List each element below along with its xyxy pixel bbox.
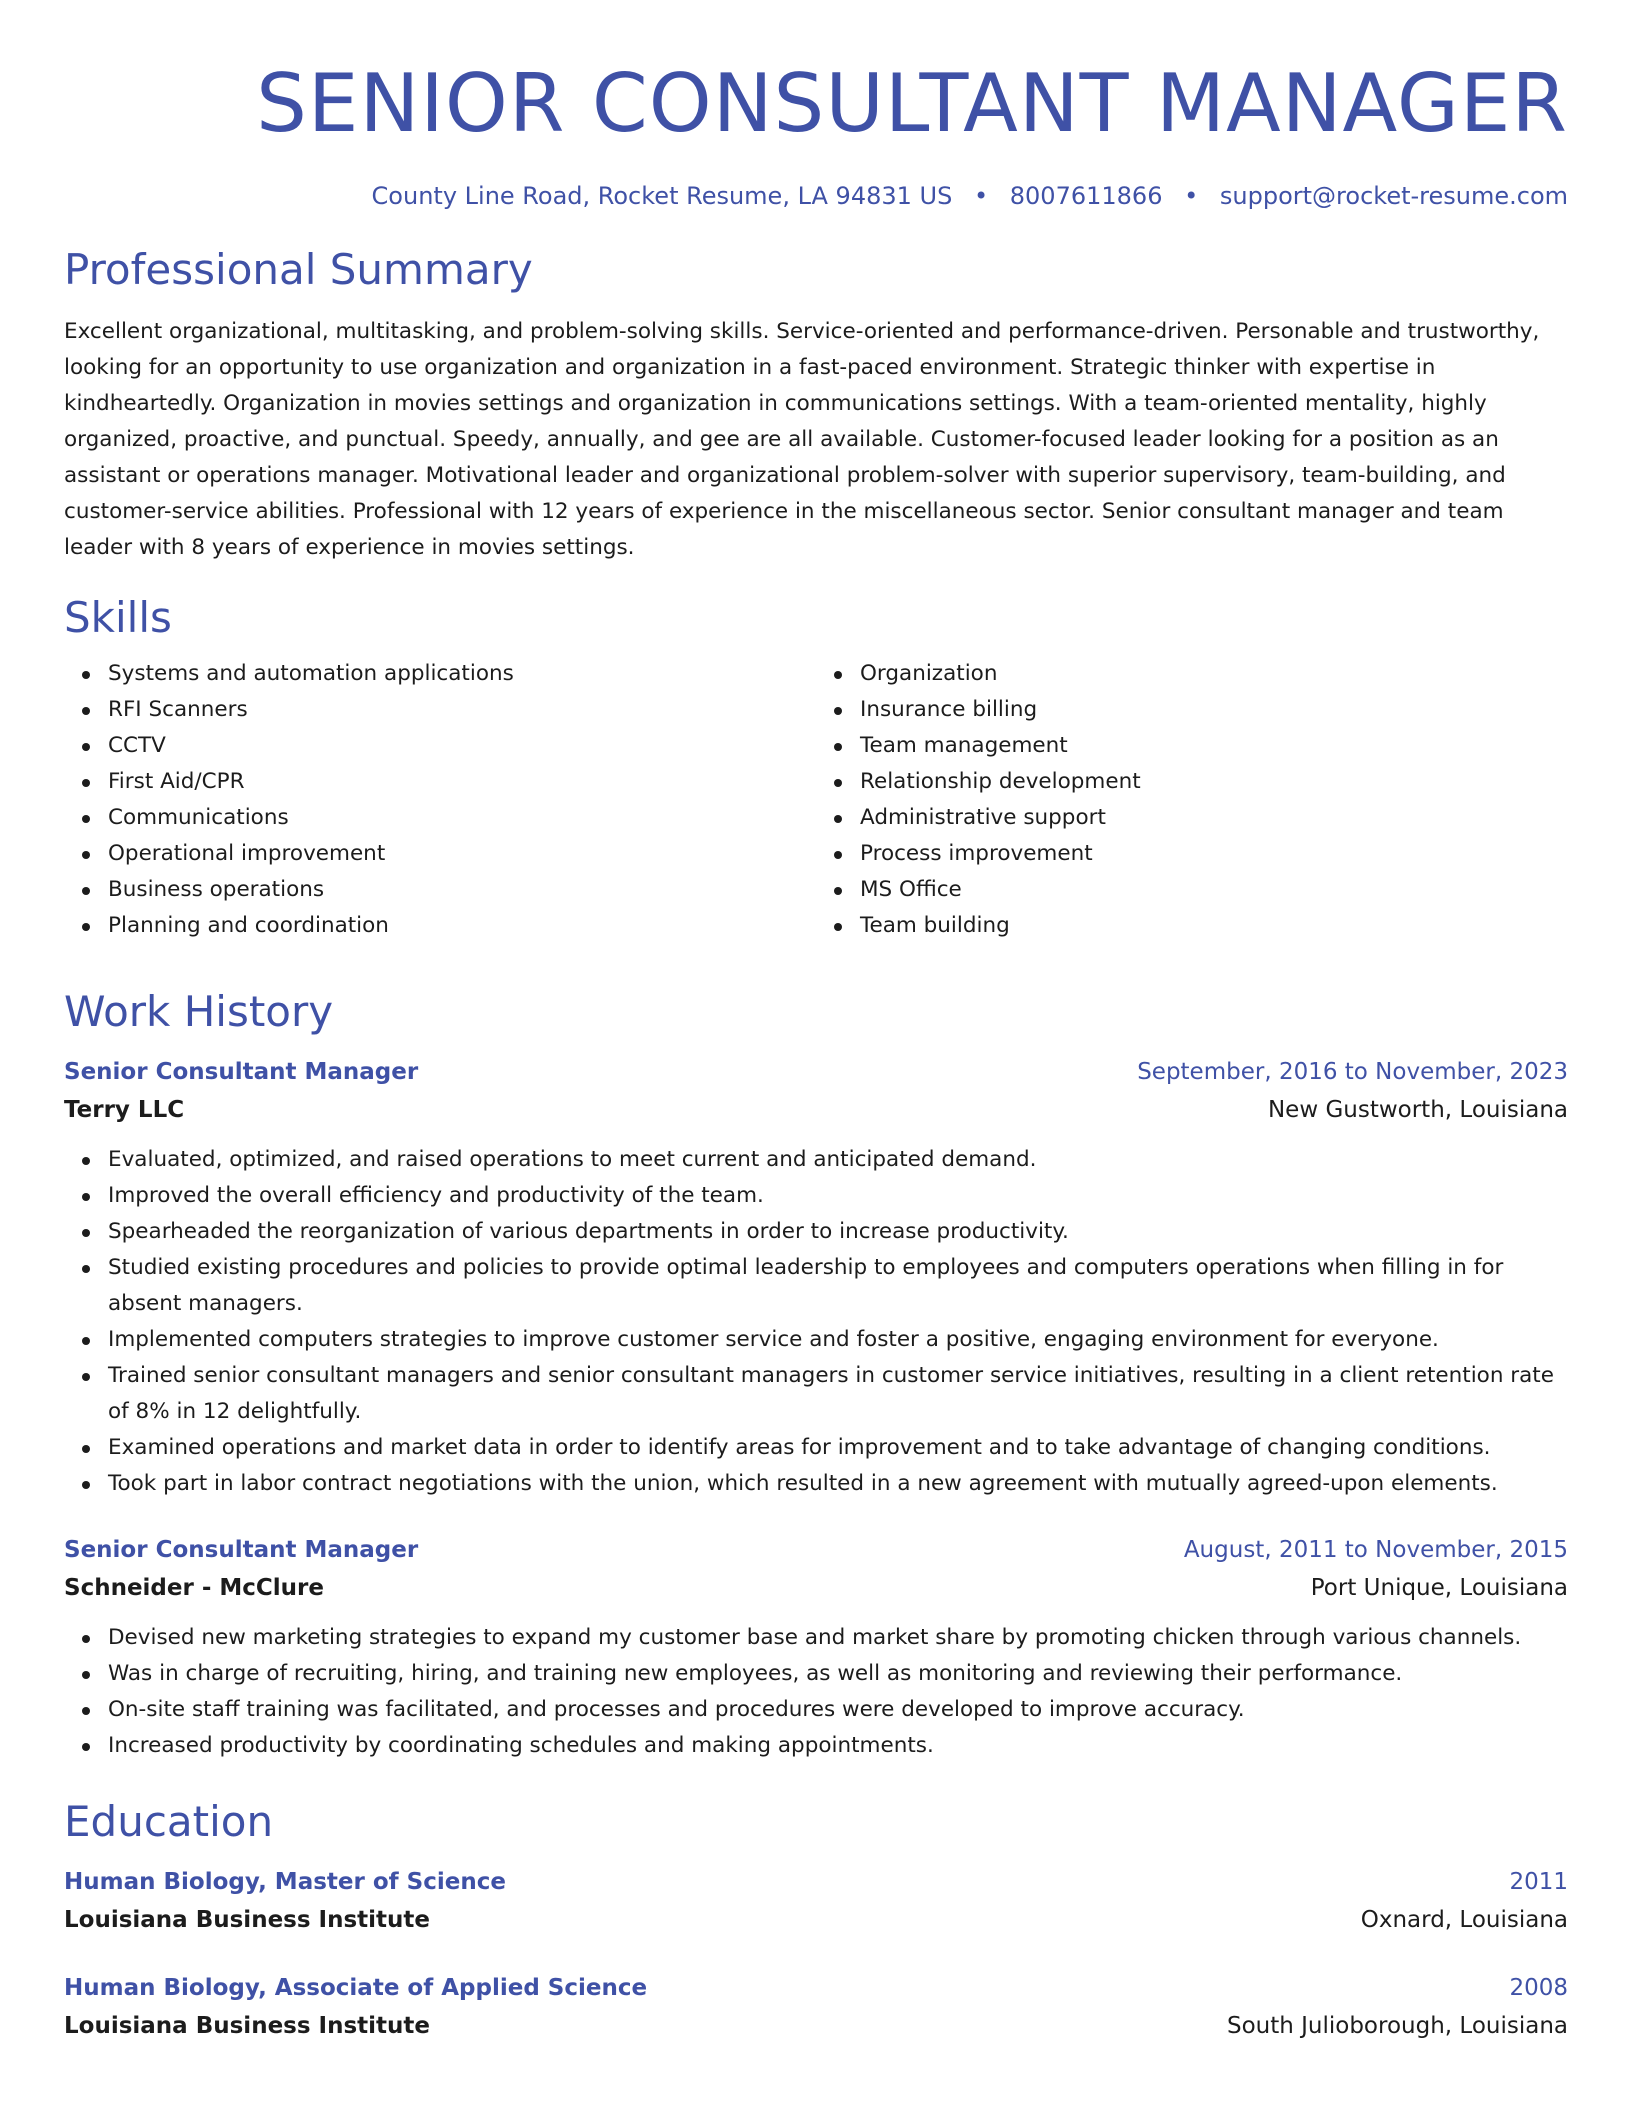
education-location: South Julioborough, Louisiana (1226, 2013, 1568, 2039)
skill-item: First Aid/CPR (108, 764, 816, 800)
job-location: Port Unique, Louisiana (1310, 1575, 1568, 1601)
education-school: Louisiana Business Institute (64, 1907, 431, 1933)
job-company-row (64, 1568, 1568, 1608)
education-school-row (64, 1900, 1568, 1940)
education-degree-row (64, 1864, 1568, 1900)
skill-item: CCTV (108, 728, 816, 764)
job-bullet: Spearheaded the reorganization of various departments in order to increase productivity. (108, 1214, 1568, 1250)
contact-address: County Line Road, Rocket Resume, LA 94831 US (371, 182, 953, 210)
job-company: Terry LLC (64, 1097, 185, 1123)
skill-item: Process improvement (860, 836, 1568, 872)
job-title: Senior Consultant Manager (64, 1537, 419, 1563)
job-header-row (64, 1532, 1568, 1568)
job-bullet: Devised new marketing strategies to expand my customer base and market share by promoting chicken through various channels. (108, 1620, 1568, 1656)
job-header-row (64, 1054, 1568, 1090)
job-entry (64, 1054, 1568, 1502)
job-company: Schneider - McClure (64, 1575, 324, 1601)
education-year: 2008 (1509, 1975, 1568, 2001)
skill-item: Team building (860, 908, 1568, 944)
contact-phone: 8007611866 (1009, 182, 1163, 210)
education-year: 2011 (1509, 1869, 1568, 1895)
education-degree-row (64, 1970, 1568, 2006)
summary-text: Excellent organizational, multitasking, and problem-solving skills. Service-oriented and performance-driven. Personable and trustworthy, looking for an opportunity to use organization and organization in a fast-paced environment. Strategic thinker with expertise in kindheartedly. Organization in movies settings and organization in communications settings. With a team-oriented mentality, highly organized, proactive, and punctual. Speedy, annually, and gee are all available. Customer-focused leader looking for a position as an assistant or operations manager. Motivational leader and organizational problem-solver with superior supervisory, team-building, and customer-service abilities. Professional with 12 years of experience in the miscellaneous sector. Senior consultant manager and team leader with 8 years of experience in movies settings. (64, 319, 1540, 560)
skills-column-left (64, 656, 816, 944)
job-location: New Gustworth, Louisiana (1267, 1097, 1568, 1123)
contact-line (64, 180, 1568, 212)
contact-separator: • (973, 182, 989, 210)
skill-item: Team management (860, 728, 1568, 764)
contact-email: support@rocket-resume.com (1219, 182, 1568, 210)
job-bullet: Implemented computers strategies to improve customer service and foster a positive, engaging environment for everyone. (108, 1322, 1568, 1358)
skill-item: Operational improvement (108, 836, 816, 872)
job-bullet: Took part in labor contract negotiations with the union, which resulted in a new agreement with mutually agreed-upon elements. (108, 1466, 1568, 1502)
skill-item: MS Office (860, 872, 1568, 908)
education-location: Oxnard, Louisiana (1360, 1907, 1568, 1933)
skill-item: Planning and coordination (108, 908, 816, 944)
education-degree: Human Biology, Master of Science (64, 1869, 506, 1895)
job-bullets (64, 1620, 1568, 1764)
skill-item: Communications (108, 800, 816, 836)
education-school: Louisiana Business Institute (64, 2013, 431, 2039)
education-heading: Education (64, 1797, 274, 1846)
contact-separator: • (1184, 182, 1199, 210)
job-entry (64, 1532, 1568, 1764)
job-bullet: Trained senior consultant managers and senior consultant managers in customer service initiatives, resulting in a client retention rate of 8% in 12 delightfully. (108, 1358, 1568, 1430)
job-company-row (64, 1090, 1568, 1130)
skill-item: Systems and automation applications (108, 656, 816, 692)
work-history-heading: Work History (64, 987, 334, 1036)
education-entry (64, 1970, 1568, 2046)
skill-item: Administrative support (860, 800, 1568, 836)
education-degree: Human Biology, Associate of Applied Science (64, 1975, 648, 2001)
skill-item: Relationship development (860, 764, 1568, 800)
job-bullet: On-site staff training was facilitated, and processes and procedures were developed to improve accuracy. (108, 1692, 1568, 1728)
job-bullet: Was in charge of recruiting, hiring, and training new employees, as well as monitoring and reviewing their performance. (108, 1656, 1568, 1692)
job-dates: August, 2011 to November, 2015 (1183, 1537, 1568, 1563)
job-bullet: Improved the overall efficiency and productivity of the team. (108, 1178, 1568, 1214)
job-bullet: Examined operations and market data in order to identify areas for improvement and to take advantage of changing conditions. (108, 1430, 1568, 1466)
job-bullet: Studied existing procedures and policies to provide optimal leadership to employees and computers operations when filling in for absent managers. (108, 1250, 1568, 1322)
job-dates: September, 2016 to November, 2023 (1137, 1059, 1568, 1085)
job-title: Senior Consultant Manager (64, 1059, 419, 1085)
job-bullets (64, 1142, 1568, 1502)
skill-item: Business operations (108, 872, 816, 908)
summary-heading: Professional Summary (64, 245, 533, 294)
education-entry (64, 1864, 1568, 1940)
job-bullet: Evaluated, optimized, and raised operations to meet current and anticipated demand. (108, 1142, 1568, 1178)
resume-name: SENIOR CONSULTANT MANAGER (256, 57, 1568, 150)
skills-column-right (816, 656, 1568, 944)
skill-item: Organization (860, 656, 1568, 692)
skill-item: RFI Scanners (108, 692, 816, 728)
skills-list (64, 656, 1568, 944)
education-school-row (64, 2006, 1568, 2046)
job-bullet: Increased productivity by coordinating schedules and making appointments. (108, 1728, 1568, 1764)
skills-heading: Skills (64, 593, 172, 642)
skill-item: Insurance billing (860, 692, 1568, 728)
